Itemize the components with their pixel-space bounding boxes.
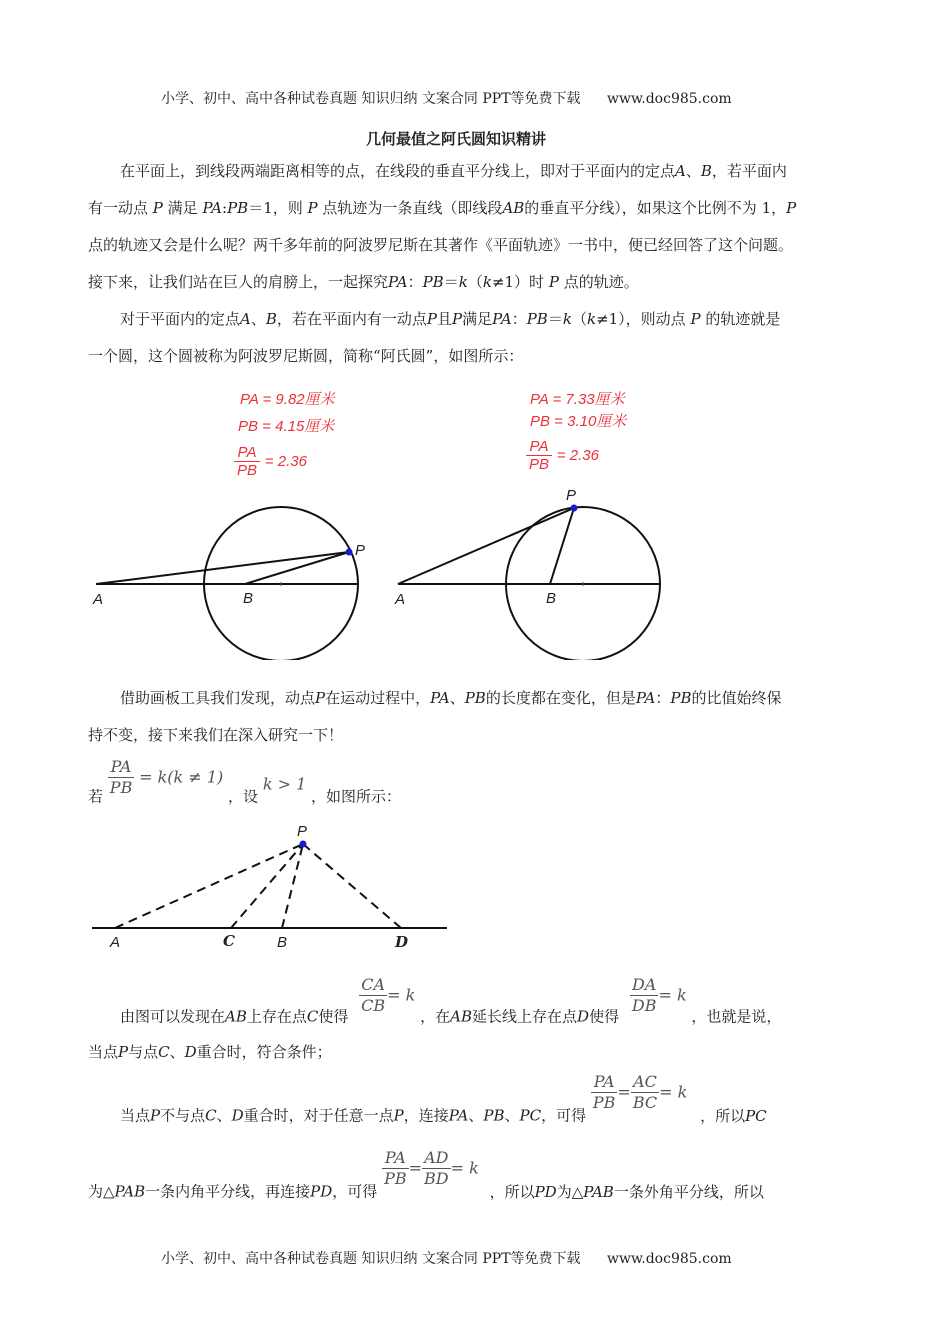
fig1-right-ratio: $\frac{PA}{PB}$ = 2.36	[526, 438, 599, 473]
fig1-left-ratio-fraction: $\frac{PA}{PB}$	[234, 444, 260, 479]
paragraph-2-line-1: 对于平面内的定点A、B，若在平面内有一动点P且P满足PA：PB＝k（k≠1），则动点 P 的轨迹就是	[120, 310, 781, 328]
fig2-label-p: P	[297, 823, 308, 840]
header-site[interactable]: www.doc985.com	[606, 91, 732, 107]
fig2-label-d: D	[395, 933, 409, 951]
fig1-left-ratio: $\frac{PA}{PB}$ = 2.36	[234, 444, 307, 479]
fig1-right-label-b: B	[546, 590, 557, 607]
fig1-right-ratio-fraction: $\frac{PA}{PB}$	[526, 438, 552, 473]
ratio-pa-pb-fraction-2: $\frac{PA}{PB}$	[592, 1072, 616, 1112]
paragraph-5-line-1: 由图可以发现在AB上存在点C使得 $\frac{CA}{CB}$ = k ，在AB延长线上存在点D使得 $\frac{DA}{DB}$ = k ，也就是说，	[120, 975, 782, 1026]
fig2-label-c: C	[223, 932, 235, 950]
fig1-right-point-p	[571, 505, 578, 512]
apollonius-circle-figure	[0, 480, 950, 660]
paragraph-7: 为△PAB一条内角平分线，再连接PD，可得 $\frac{PA}{PB}$ = $\frac{AD}{BD}$ = k ，所以PD为△PAB一条外角平分线，所以	[88, 1148, 764, 1201]
fig1-left-segment-pb	[245, 552, 349, 584]
footer-site[interactable]: www.doc985.com	[606, 1251, 732, 1267]
fig1-left-pb-measure: PB = 4.15厘米	[238, 418, 335, 435]
paragraph-6: 当点P不与点C、D重合时，对于任意一点P，连接PA、PB、PC，可得 $\frac{PA}{PB}$ = $\frac{AC}{BC}$ = k ，所以PC	[120, 1072, 767, 1125]
fig2-segment-pa	[115, 844, 303, 928]
fig1-left-label-b: B	[243, 590, 254, 607]
fig2-label-b: B	[277, 934, 288, 951]
fig2-point-p	[300, 841, 307, 848]
fig1-right-segment-pb	[550, 508, 574, 584]
fig1-left-label-p: P	[355, 542, 366, 559]
fig1-right-pb-measure: PB = 3.10厘米	[530, 413, 627, 430]
paragraph-1-line-3: 点的轨迹又会是什么呢？两千多年前的阿波罗尼斯在其著作《平面轨迹》一书中，便已经回答了这个问题。	[88, 236, 794, 254]
paragraph-1-line-2: 有一动点 P 满足 PA:PB＝1，则 P 点轨迹为一条直线（即线段AB的垂直平分线），如果这个比例不为 1，P	[88, 199, 797, 217]
fig2-segment-pc	[231, 844, 303, 928]
fig1-right-label-p: P	[566, 487, 577, 504]
fig1-right-center-dot	[582, 583, 585, 586]
ratio-ac-bc-fraction: $\frac{AC}{BC}$	[632, 1072, 658, 1112]
paragraph-1-line-1: 在平面上，到线段两端距离相等的点，在线段的垂直平分线上，即对于平面内的定点A、B，若平面内	[120, 162, 787, 180]
page-header	[161, 88, 732, 108]
paragraph-5-line-2: 当点P与点C、D重合时，符合条件；	[88, 1043, 332, 1061]
fig2-label-a: A	[110, 934, 121, 951]
ratio-pa-pb-fraction-3: $\frac{PA}{PB}$	[384, 1148, 407, 1188]
fig1-left-pa-measure: PA = 9.82厘米	[240, 391, 335, 408]
paragraph-1-line-4: 接下来，让我们站在巨人的肩膀上，一起探究PA：PB＝k（k≠1）时 P 点的轨迹。	[88, 273, 639, 291]
footer-text: 小学、初中、高中各种试卷真题 知识归纳 文案合同 PPT等免费下载	[161, 1251, 581, 1267]
paragraph-2-line-2: 一个圆，这个圆被称为阿波罗尼斯圆，简称“阿氏圆”，如图所示：	[88, 347, 524, 365]
ratio-da-db-fraction: $\frac{DA}{DB}$	[631, 975, 657, 1015]
fig1-left-diagram	[92, 507, 365, 660]
page-footer	[161, 1248, 732, 1268]
header-text: 小学、初中、高中各种试卷真题 知识归纳 文案合同 PPT等免费下载	[161, 91, 581, 107]
fig1-right-diagram	[394, 487, 660, 660]
fig1-right-segment-pa	[398, 508, 574, 584]
paragraph-4: 若 $\frac{PA}{PB}$ = k(k ≠ 1) ，设 k > 1 ，如图所示：	[88, 757, 402, 806]
paragraph-3-line-2: 持不变，接下来我们在深入研究一下！	[88, 726, 344, 744]
fig1-left-segment-pa	[96, 552, 349, 584]
ratio-pa-pb-fraction: $\frac{PA}{PB}$	[109, 757, 133, 797]
ratio-ca-cb-fraction: $\frac{CA}{CB}$	[361, 975, 386, 1015]
fig1-left-point-p	[346, 549, 353, 556]
page-title: 几何最值之阿氏圆知识精讲	[366, 130, 547, 148]
fig1-left-center-dot	[280, 583, 283, 586]
fig1-left-label-a: A	[93, 591, 104, 608]
fig1-right-label-a: A	[395, 591, 406, 608]
ratio-ad-bd-fraction: $\frac{AD}{BD}$	[424, 1148, 449, 1188]
fig1-right-pa-measure: PA = 7.33厘米	[530, 391, 625, 408]
bisector-figure	[0, 815, 950, 955]
fig2-segment-pd	[303, 844, 401, 928]
paragraph-3-line-1: 借助画板工具我们发现，动点P在运动过程中，PA、PB的长度都在变化，但是PA：PB的比值始终保	[120, 689, 782, 707]
